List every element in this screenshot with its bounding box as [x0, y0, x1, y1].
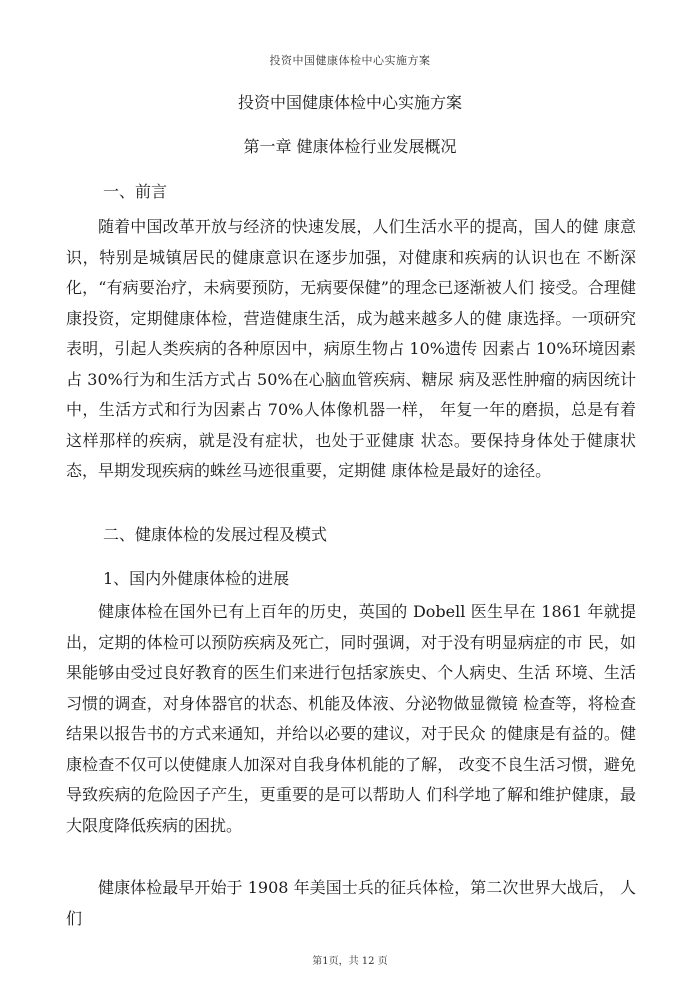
preface-paragraph: 随着中国改革开放与经济的快速发展，人们生活水平的提高，国人的健 康意识，特别是城镇居民的健康意识在逐步加强，对健康和疾病的认识也在 不断深化，“有病要治疗，未病要预防，无病要保健”的理念已逐渐被人们 接受。合理健康投资，定期健康体检，营造健康生活，成为越来越多人的健 康选择。一项研究表明，引起人类疾病的各种原因中，病原生物占 10%遗传 因素占 10%环境因素占 30%行为和生活方式占 50%在心脑血管疾病、糖尿 病及恶性肿瘤的病因统计中，生活方式和行为因素占 70%人体像机器一样， 年复一年的磨损，总是有着这样那样的疾病，就是没有症状，也处于亚健康 状态。要保持身体处于健康状态，早期发现疾病的蛛丝马迹很重要，定期健 康体检是最好的途径。	[66, 217, 636, 480]
section-heading-preface: 一、前言	[103, 182, 168, 201]
running-header: 投资中国健康体检中心实施方案	[269, 54, 431, 67]
document-title: 投资中国健康体检中心实施方案	[237, 93, 462, 112]
subsection-heading-progress: 1、国内外健康体检的进展	[103, 569, 290, 588]
section-heading-development: 二、健康体检的发展过程及模式	[103, 525, 328, 544]
history-paragraph: 健康体检最早开始于 1908 年美国士兵的征兵体检，第二次世界大战后， 人们	[66, 878, 636, 928]
page-footer: 第1页，共 12 页	[312, 956, 388, 967]
progress-paragraph: 健康体检在国外已有上百年的历史，英国的 Dobell 医生早在 1861 年就提 出，定期的体检可以预防疾病及死亡，同时强调，对于没有明显病症的市 民，如果能够由受过良好教育的医生们来进行包括家族史、个人病史、生活 环境、生活习惯的调查，对身体器官的状态、机能及体液、分泌物做显微镜 检查等，将检查结果以报告书的方式来通知，并给以必要的建议，对于民众 的健康是有益的。健康检查不仅可以使健康人加深对自我身体机能的了解， 改变不良生活习惯，避免导致疾病的危险因子产生，更重要的是可以帮助人 们科学地了解和维护健康，最大限度降低疾病的困扰。	[66, 602, 636, 835]
chapter-title: 第一章 健康体检行业发展概况	[243, 137, 457, 156]
